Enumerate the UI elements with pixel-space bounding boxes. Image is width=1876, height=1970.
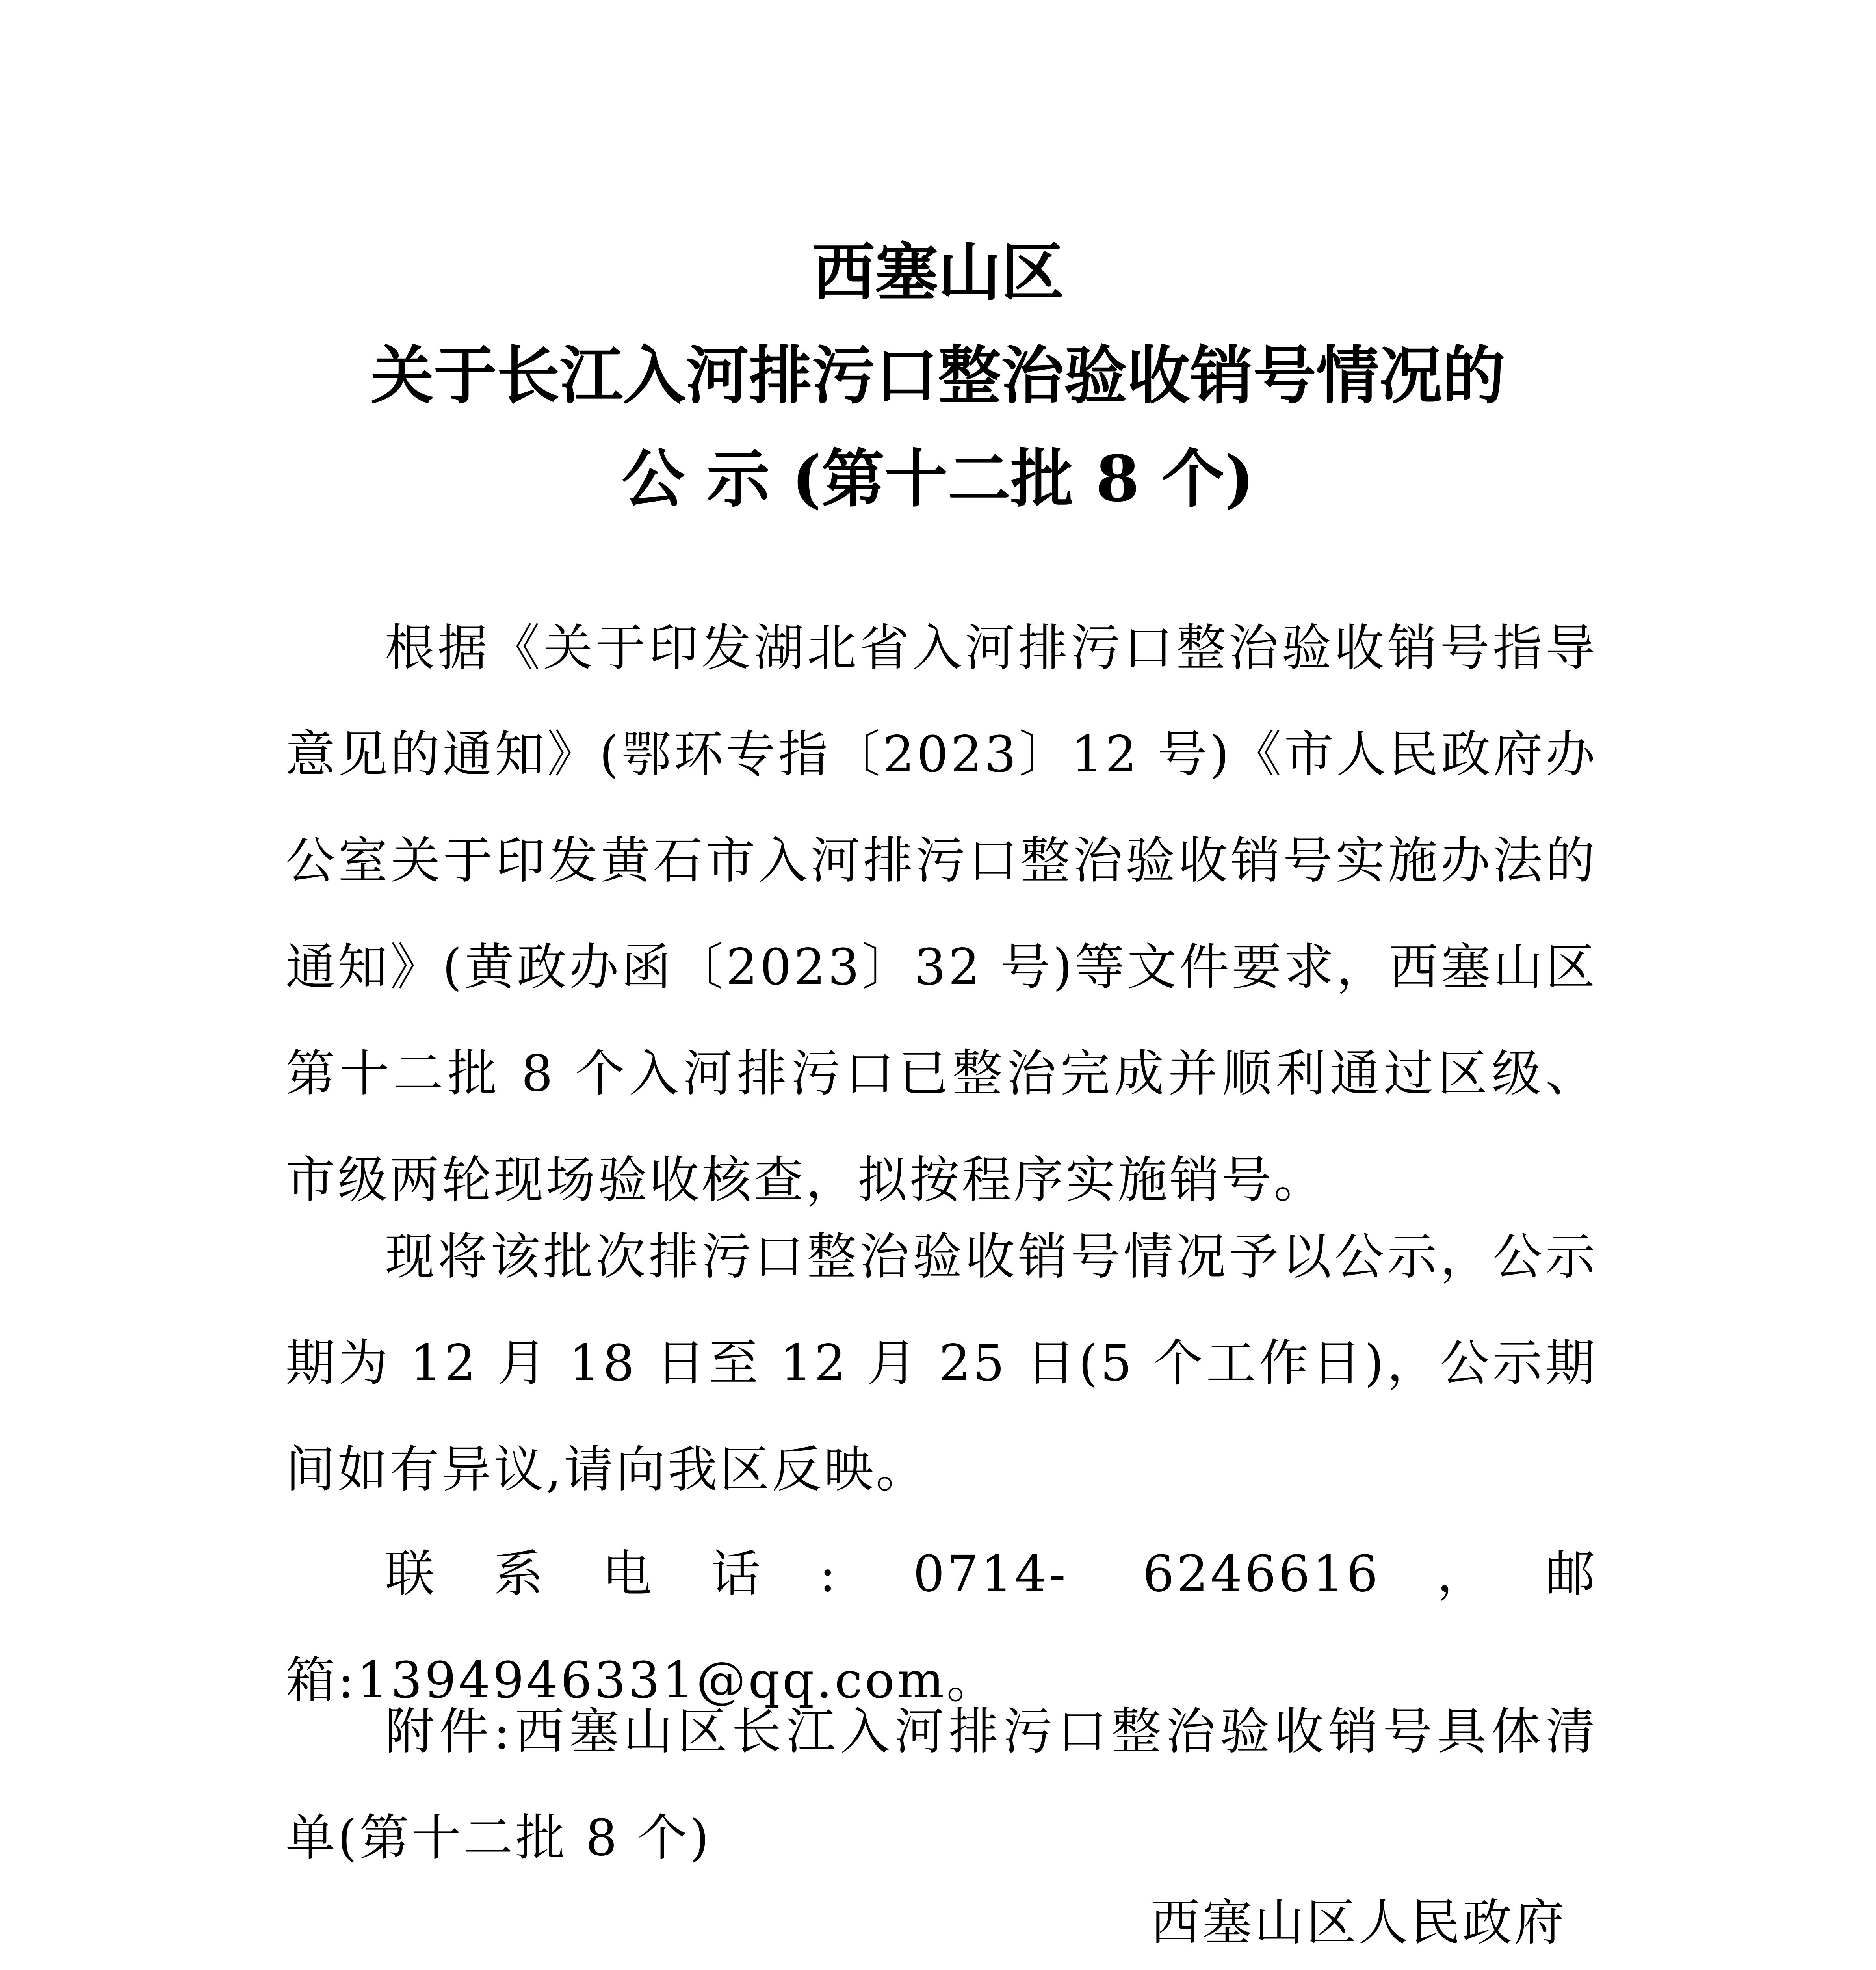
signature-organization: 西塞山区人民政府 [1150,1894,1566,1951]
title-line-3: 公 示 (第十二批 8 个) [622,442,1254,516]
attachment-note [286,1678,1597,1891]
title-line-1: 西塞山区 [812,235,1064,309]
signature-date [1150,1962,1669,1970]
contact-text: 联系电话: 0714- 6246616，邮箱:1394946331@qq.com。 [286,1545,1597,1709]
attachment-text: 附件:西塞山区长江入河排污口整治验收销号具体清单(第十二批 8 个) [286,1702,1597,1867]
title-line-2: 关于长江入河排污口整治验收销号情况的 [370,338,1505,413]
body-paragraph-announcement [286,1204,1597,1523]
paragraph-text: 现将该批次排污口整治验收销号情况予以公示，公示期为 12 月 18 日至 12 月 25 日(5 个工作日)，公示期间如有异议,请向我区反映。 [286,1228,1597,1498]
paragraph-text: 根据《关于印发湖北省入河排污口整治验收销号指导意见的通知》(鄂环专指〔2023〕12 号)《市人民政府办公室关于印发黄石市入河排污口整治验收销号实施办法的通知》(黄政办函〔2023〕32 号)等文件要求，西塞山区第十二批 8 个入河排污口已整治完成并顺利通过区级、市级两轮现场验收核查，拟按程序实施销号。 [286,619,1597,1209]
body-paragraph-basis [286,595,1597,1233]
document-title [0,221,1876,530]
